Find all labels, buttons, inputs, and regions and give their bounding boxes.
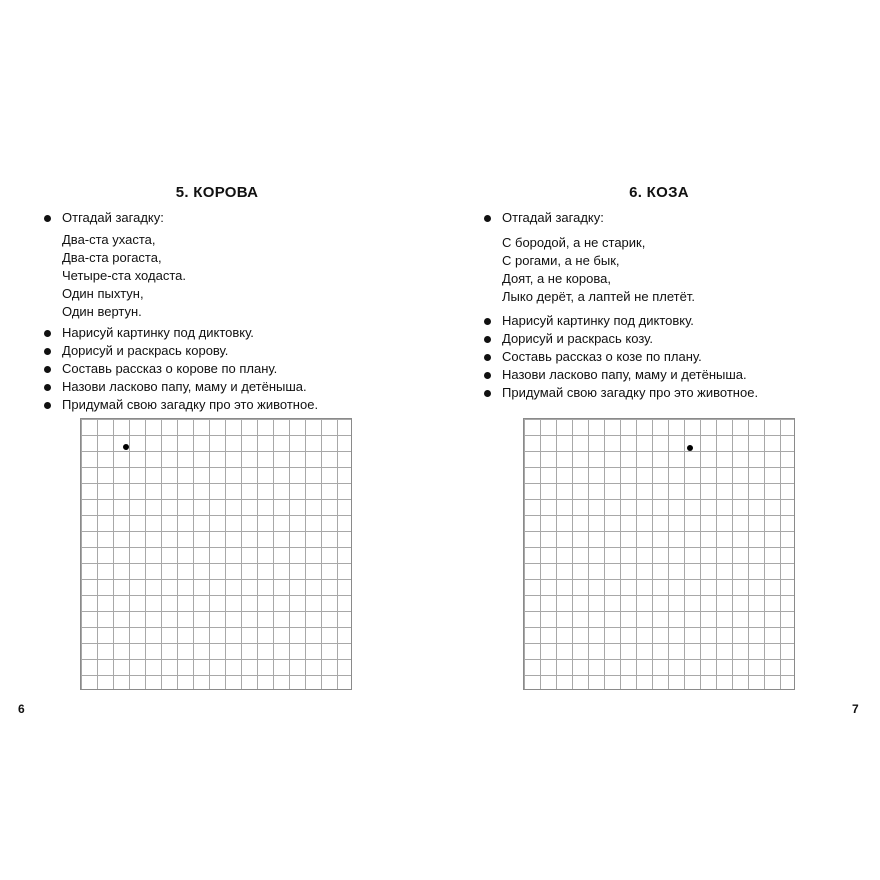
list-item: Составь рассказ о козе по плану. — [484, 348, 864, 366]
list-item: Придумай свою загадку про это животное. — [44, 396, 424, 414]
start-dot — [687, 445, 693, 451]
riddle-text — [502, 234, 864, 306]
task-list — [44, 209, 424, 414]
riddle-line: Один пыхтун, — [62, 286, 144, 301]
riddle-line: С рогами, а не бык, — [502, 253, 620, 268]
list-item: Дорисуй и раскрась козу. — [484, 330, 864, 348]
riddle-line: Два-ста рогаста, — [62, 250, 162, 265]
list-item: Дорисуй и раскрась корову. — [44, 342, 424, 360]
list-item: Придумай свою загадку про это животное. — [484, 384, 864, 402]
page-title: 5. КОРОВА — [175, 184, 259, 201]
start-dot — [123, 444, 129, 450]
riddle-line: Один вертун. — [62, 304, 142, 319]
drawing-grid — [523, 418, 795, 690]
list-item: Нарисуй картинку под диктовку. — [44, 324, 424, 342]
task-list — [484, 209, 864, 402]
list-item: Составь рассказ о корове по плану. — [44, 360, 424, 378]
page-title: 6. КОЗА — [629, 184, 689, 201]
riddle-line: Четыре-ста ходаста. — [62, 268, 186, 283]
riddle-line: Доят, а не корова, — [502, 271, 611, 286]
list-item — [484, 209, 864, 227]
page-number: 7 — [852, 702, 859, 716]
drawing-grid — [80, 418, 352, 690]
list-item: Нарисуй картинку под диктовку. — [484, 312, 864, 330]
riddle-line: Два-ста ухаста, — [62, 232, 156, 247]
riddle-text — [62, 231, 424, 321]
riddle-prompt: Отгадай загадку: — [62, 210, 164, 225]
riddle-prompt: Отгадай загадку: — [502, 210, 604, 225]
riddle-line: С бородой, а не старик, — [502, 235, 646, 250]
page-number: 6 — [18, 702, 25, 716]
riddle-line: Лыко дерёт, а лаптей не плетёт. — [502, 289, 695, 304]
list-item — [44, 209, 424, 227]
list-item: Назови ласково папу, маму и детёныша. — [484, 366, 864, 384]
list-item: Назови ласково папу, маму и детёныша. — [44, 378, 424, 396]
right-page — [440, 0, 880, 880]
